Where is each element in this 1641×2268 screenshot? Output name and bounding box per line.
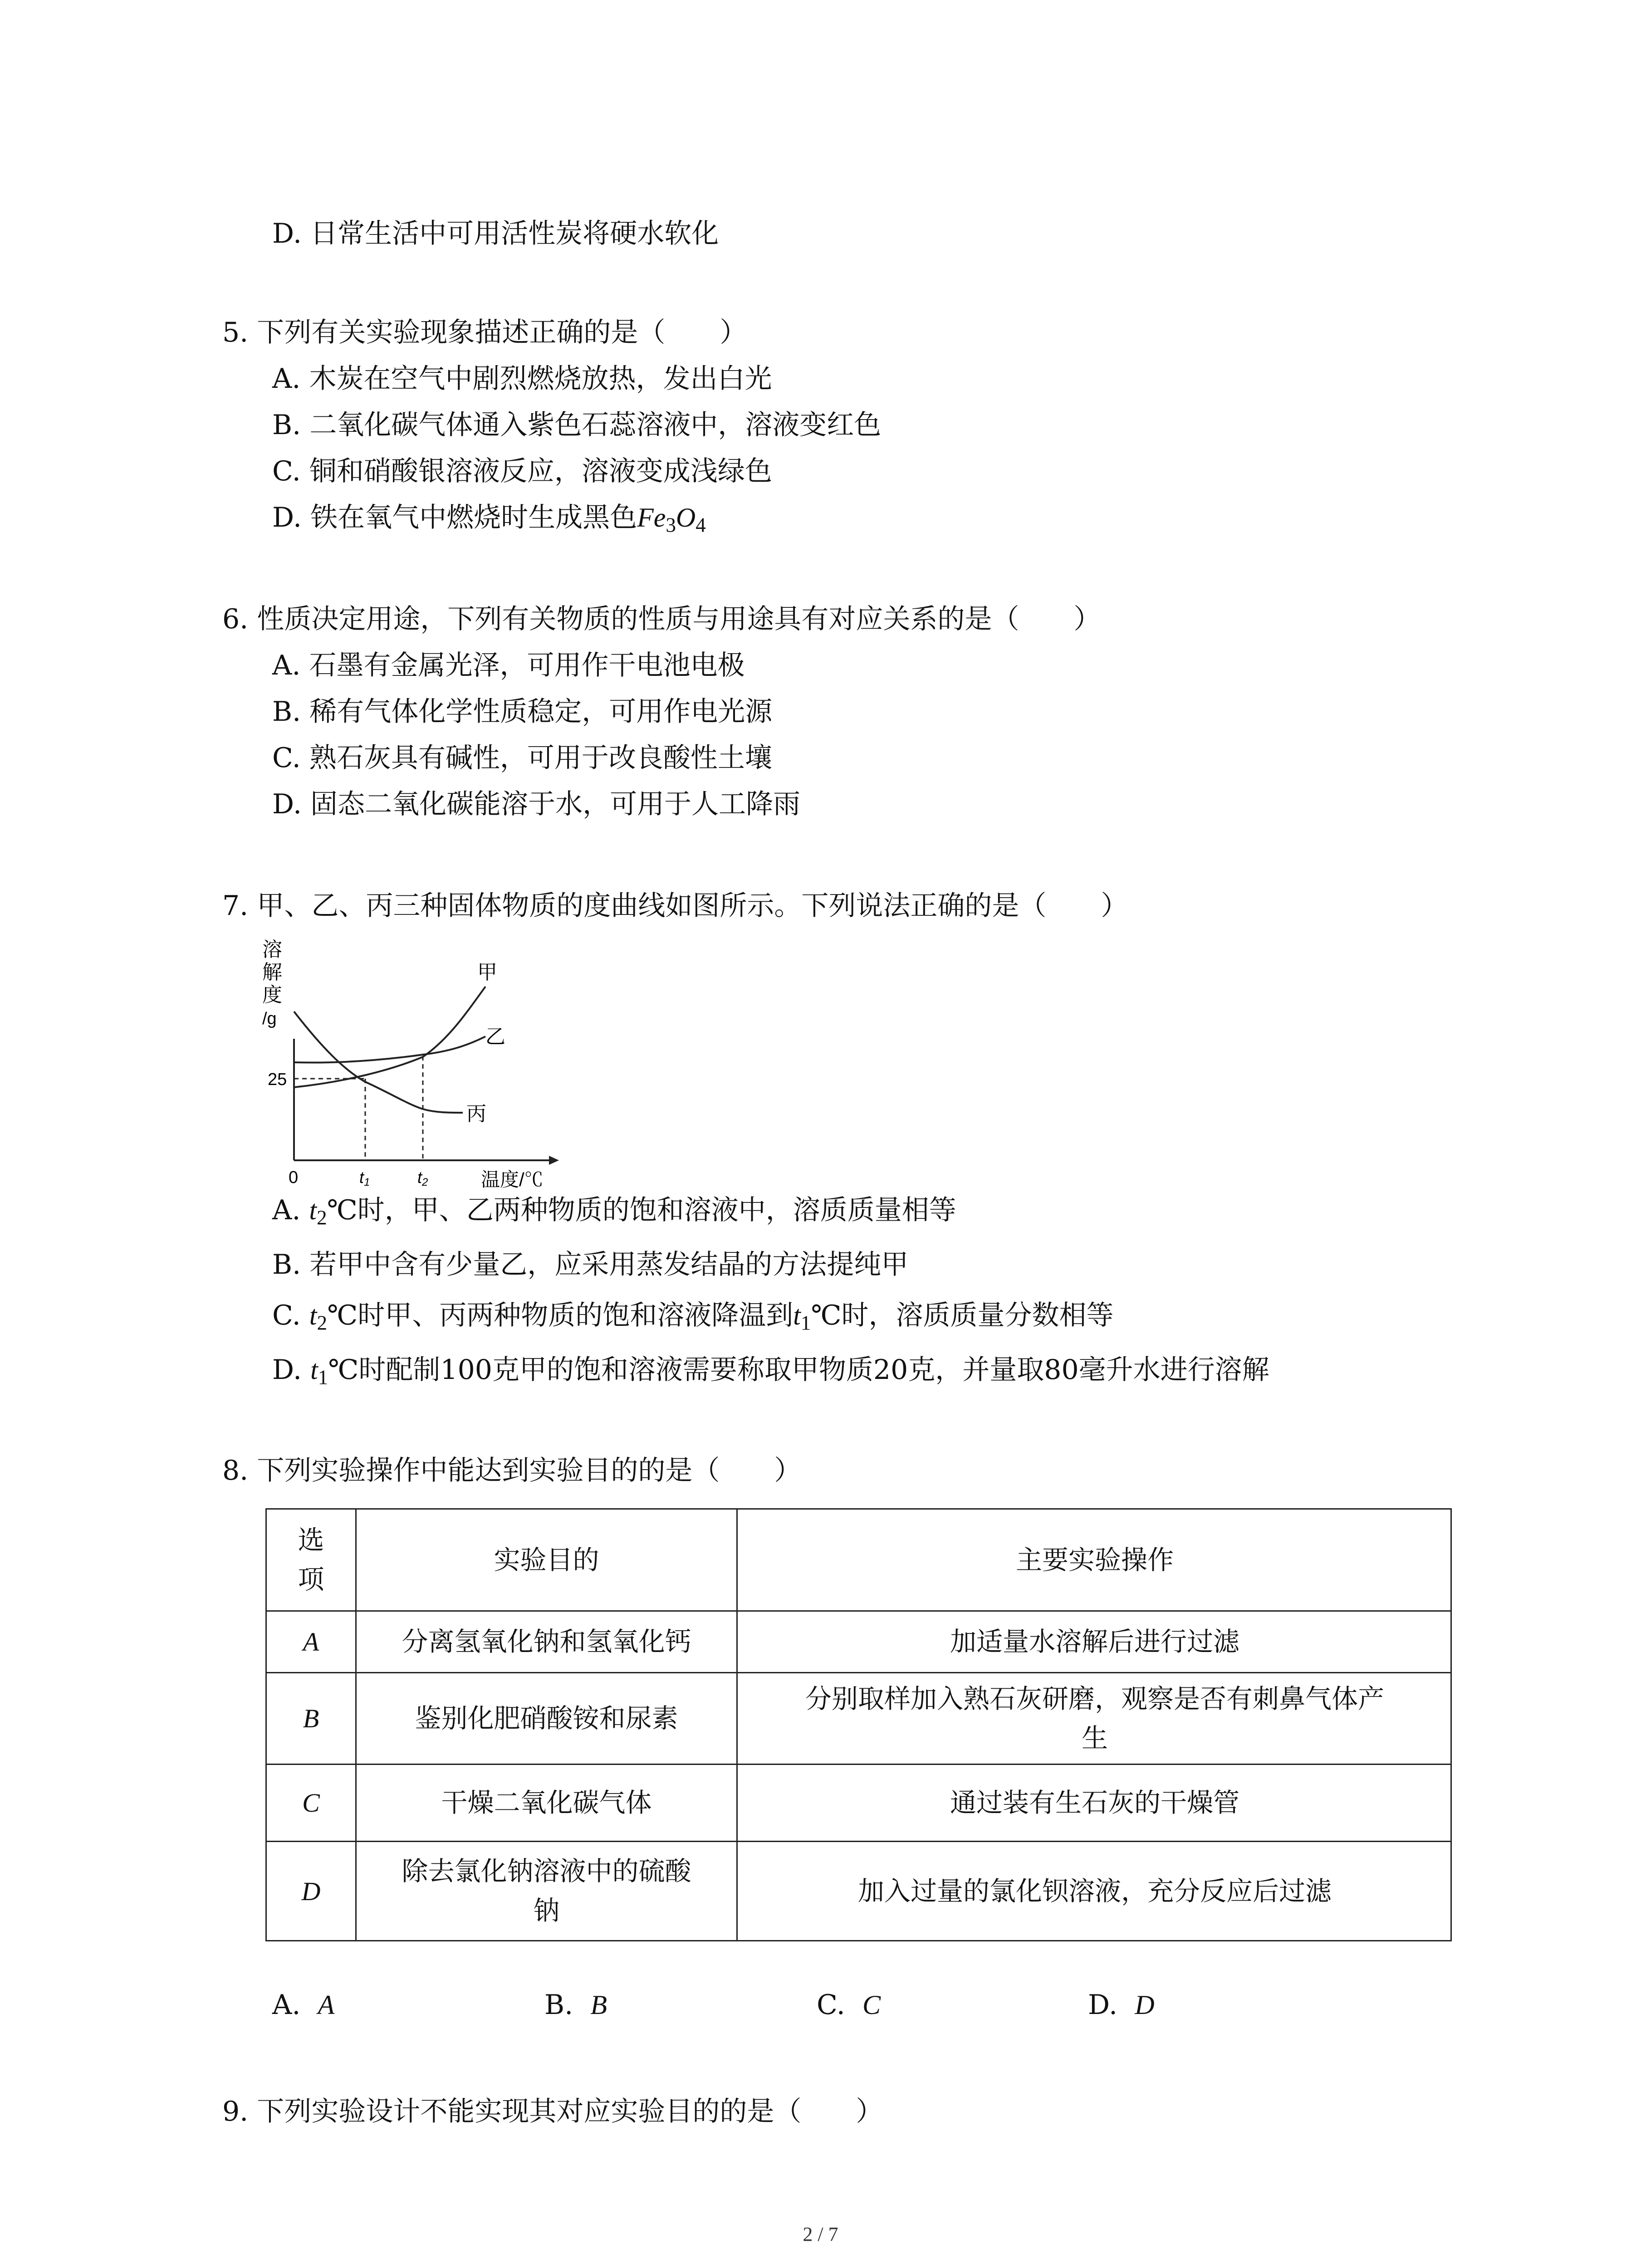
q8-table [265,1508,1452,1941]
ylabel-2: 解 [262,961,282,983]
ylabel-3: 度 [262,984,282,1006]
q8-answer-d: D. D [1088,1989,1155,2021]
q7-option-c: C. $t_2℃$时甲、丙两种物质的饱和溶液降温到$t_1℃$时，溶质质量分数相等 [272,1300,1114,1334]
ylabel-1: 溶 [262,938,282,961]
q5-formula-sub2: 4 [696,513,706,537]
q6-stem: 6. 性质决定用途，下列有关物质的性质与用途具有对应关系的是（ ） [222,603,1101,635]
q5-option-d-text: D. 铁在氧气中燃烧时生成黑色 [272,502,637,533]
row-b-option: B [303,1704,319,1733]
row-c-option: C [302,1788,320,1818]
q6-option-b: B. 稀有气体化学性质稳定，可用作电光源 [272,696,773,728]
row-a-operation: 加适量水溶解后进行过滤 [950,1626,1239,1657]
solubility-graph [254,934,581,1193]
q8-answer-b: B. B [544,1989,607,2021]
header-purpose: 实验目的 [494,1544,599,1575]
row-d-purpose: 除去氯化钠溶液中的硫酸 钠 [402,1856,691,1926]
header-operation: 主要实验操作 [1015,1544,1174,1575]
q6-option-d: D. 固态二氧化碳能溶于水，可用于人工降雨 [272,788,801,820]
q6-option-c: C. 熟石灰具有碱性，可用于改良酸性土壤 [272,742,772,774]
q8-stem: 8. 下列实验操作中能达到实验目的的是（ ） [222,1455,802,1486]
t2-label: t2 [417,1168,428,1188]
y-tick-25: 25 [268,1070,287,1089]
origin-label: 0 [289,1168,299,1187]
row-d-operation: 加入过量的氯化钡溶液，充分反应后过滤 [857,1875,1332,1906]
q5-option-b: B. 二氧化碳气体通入紫色石蕊溶液中，溶液变红色 [272,409,882,441]
header-option: 选 项 [298,1525,324,1595]
q4-option-d: D. 日常生活中可用活性炭将硬水软化 [272,218,719,249]
row-a-option: A [303,1627,319,1657]
page-number: 2 / 7 [803,2223,838,2245]
q5-option-c: C. 铜和硝酸银溶液反应，溶液变成浅绿色 [272,455,772,487]
curve-yi [294,1036,485,1063]
curve-label-bing: 丙 [466,1103,486,1125]
curve-label-yi: 乙 [485,1026,505,1048]
q8-answer-a: A. A [272,1989,335,2021]
q6-option-a: A. 石墨有金属光泽，可用作干电池电极 [272,650,745,681]
row-c-purpose: 干燥二氧化碳气体 [441,1787,652,1818]
row-d-option: D [301,1876,321,1906]
row-b-operation: 分别取样加入熟石灰研磨，观察是否有刺鼻气体产 生 [805,1683,1384,1754]
q7-option-a: A. $t_2℃$时，甲、乙两种物质的饱和溶液中，溶质质量相等 [272,1194,956,1229]
q5-option-a: A. 木炭在空气中剧烈燃烧放热，发出白光 [272,363,772,395]
row-b-purpose: 鉴别化肥硝酸铵和尿素 [415,1703,678,1734]
x-axis-label: 温度/℃ [481,1169,544,1190]
row-a-purpose: 分离氢氧化钠和氢氧化钙 [402,1626,691,1657]
q5-stem: 5. 下列有关实验现象描述正确的是（ ） [222,317,747,348]
q5-option-d [272,504,706,535]
q7-option-b: B. 若甲中含有少量乙，应采用蒸发结晶的方法提纯甲 [272,1249,909,1281]
x-axis-arrow [549,1156,559,1165]
curve-jia [294,987,485,1087]
q9-stem: 9. 下列实验设计不能实现其对应实验目的的是（ ） [222,2096,883,2127]
q5-formula-fe: Fe [637,503,666,533]
q7-stem: 7. 甲、乙、丙三种固体物质的度曲线如图所示。下列说法正确的是（ ） [222,890,1128,922]
q5-formula-o: O [676,503,696,533]
ylabel-unit: /g [262,1009,277,1028]
row-c-operation: 通过装有生石灰的干燥管 [950,1787,1239,1818]
q7-option-d: D. $t_1℃$时配制100克甲的饱和溶液需要称取甲物质20克，并量取80毫升水进行溶解 [272,1354,1269,1389]
t1-label: t1 [359,1168,370,1188]
q5-formula-sub1: 3 [666,513,676,537]
q8-answer-c: C. C [817,1989,881,2021]
curve-label-jia: 甲 [477,961,497,983]
